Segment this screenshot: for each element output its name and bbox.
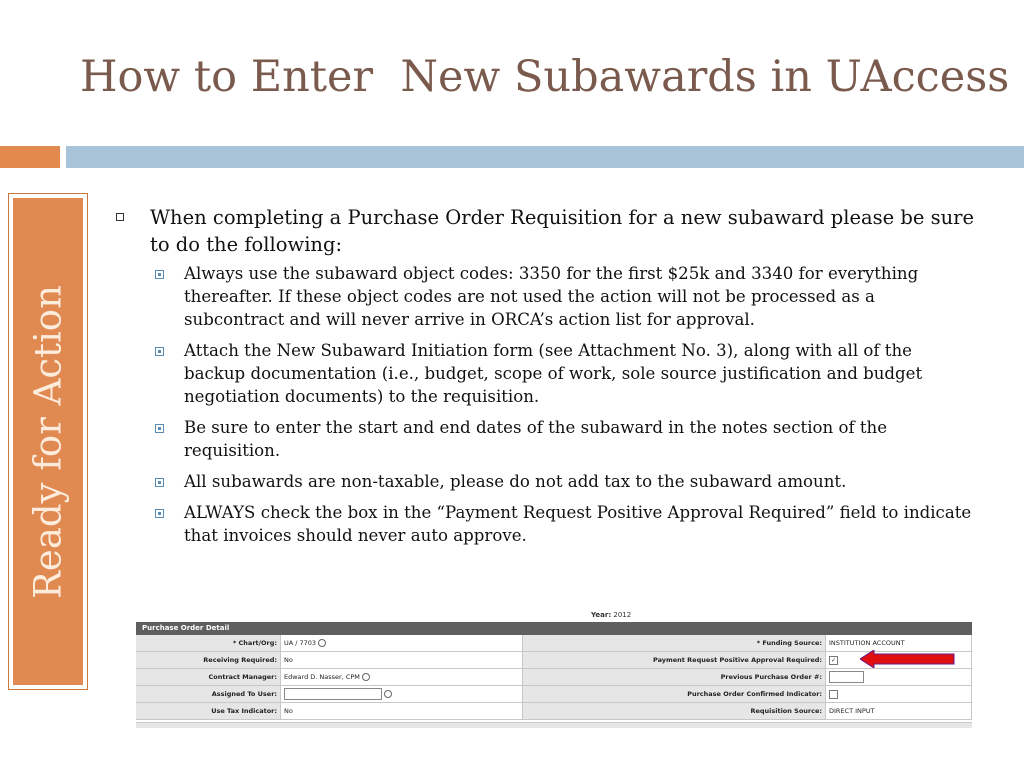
square-bullet-icon: [155, 270, 164, 279]
lookup-icon[interactable]: [362, 673, 370, 681]
sidebar-label: Ready for Action: [26, 284, 70, 599]
sub-bullet: [149, 339, 974, 408]
form-row: [136, 635, 972, 652]
sub-bullet-text: All subawards are non-taxable, please do not add tax to the subaward amount.: [184, 472, 847, 491]
form-year-label: Year:: [591, 611, 612, 619]
assigned-user-input[interactable]: [284, 688, 382, 700]
sub-bullet-list: [149, 262, 992, 547]
form-bottom-bar: [136, 722, 972, 728]
purchase-order-form-screenshot: [136, 611, 972, 727]
sub-bullet-text: Attach the New Subaward Initiation form (see Attachment No. 3), along with all of the backup documentation (i.e., budget, scope of work, sole source justification and budget negotiation documents) to the requisition.: [184, 341, 923, 406]
slide-title: How to Enter New Subawards in UAccess: [80, 52, 1010, 102]
receiving-required-label: Receiving Required:: [136, 652, 281, 669]
form-year: [591, 611, 631, 619]
sub-bullet: [149, 501, 974, 547]
form-row: [136, 703, 972, 720]
previous-po-label: Previous Purchase Order #:: [523, 669, 826, 686]
form-row: [136, 652, 972, 669]
sidebar-fill: [13, 198, 83, 685]
sub-bullet-text: ALWAYS check the box in the “Payment Request Positive Approval Required” field to indicate that invoices should never auto approve.: [184, 503, 972, 545]
use-tax-value: No: [281, 703, 523, 720]
requisition-source-value: DIRECT INPUT: [826, 703, 972, 720]
contract-manager-label: Contract Manager:: [136, 669, 281, 686]
requisition-source-label: Requisition Source:: [523, 703, 826, 720]
chart-org-label: * Chart/Org:: [136, 635, 281, 652]
slide-content: [112, 204, 992, 555]
funding-source-value: INSTITUTION ACCOUNT: [826, 635, 972, 652]
header-bar-blue: [66, 146, 1024, 168]
form-row: [136, 686, 972, 703]
lookup-icon[interactable]: [384, 690, 392, 698]
red-arrow-icon: [860, 650, 956, 668]
form-year-value: 2012: [613, 611, 632, 619]
square-bullet-icon: [155, 347, 164, 356]
po-confirmed-value: [826, 686, 972, 703]
assigned-user-label: Assigned To User:: [136, 686, 281, 703]
sub-bullet: [149, 262, 974, 331]
sidebar-panel: [8, 193, 88, 690]
previous-po-value: [826, 669, 972, 686]
main-bullet: [112, 204, 992, 258]
po-confirmed-checkbox[interactable]: [829, 690, 838, 699]
lookup-icon[interactable]: [318, 639, 326, 647]
square-bullet-icon: [155, 478, 164, 487]
contract-manager-text: Edward D. Nasser, CPM: [284, 673, 360, 681]
contract-manager-value: [281, 669, 523, 686]
sub-bullet: [149, 416, 974, 462]
po-confirmed-label: Purchase Order Confirmed Indicator:: [523, 686, 826, 703]
square-bullet-icon: [155, 424, 164, 433]
positive-approval-label: Payment Request Positive Approval Required:: [523, 652, 826, 669]
assigned-user-value: [281, 686, 523, 703]
sub-bullet-text: Be sure to enter the start and end dates of the subaward in the notes section of the requisition.: [184, 418, 888, 460]
chart-org-value: [281, 635, 523, 652]
square-bullet-icon: [155, 509, 164, 518]
previous-po-input[interactable]: [829, 671, 864, 683]
form-section-header: Purchase Order Detail: [136, 622, 972, 635]
main-bullet-text: When completing a Purchase Order Requisition for a new subaward please be sure to do the following:: [150, 206, 975, 256]
form-row: [136, 669, 972, 686]
chart-org-text: UA / 7703: [284, 639, 317, 647]
funding-source-label: * Funding Source:: [523, 635, 826, 652]
sub-bullet: [149, 470, 974, 493]
square-bullet-icon: [116, 213, 124, 221]
receiving-required-value: No: [281, 652, 523, 669]
positive-approval-checkbox[interactable]: ✓: [830, 656, 837, 664]
header-bar-orange: [0, 146, 60, 168]
sub-bullet-text: Always use the subaward object codes: 3350 for the first $25k and 3340 for everything thereafter. If these object codes are not used the action will not be processed as a subcontract and will never arrive in ORCA’s action list for approval.: [184, 264, 919, 329]
use-tax-label: Use Tax Indicator:: [136, 703, 281, 720]
